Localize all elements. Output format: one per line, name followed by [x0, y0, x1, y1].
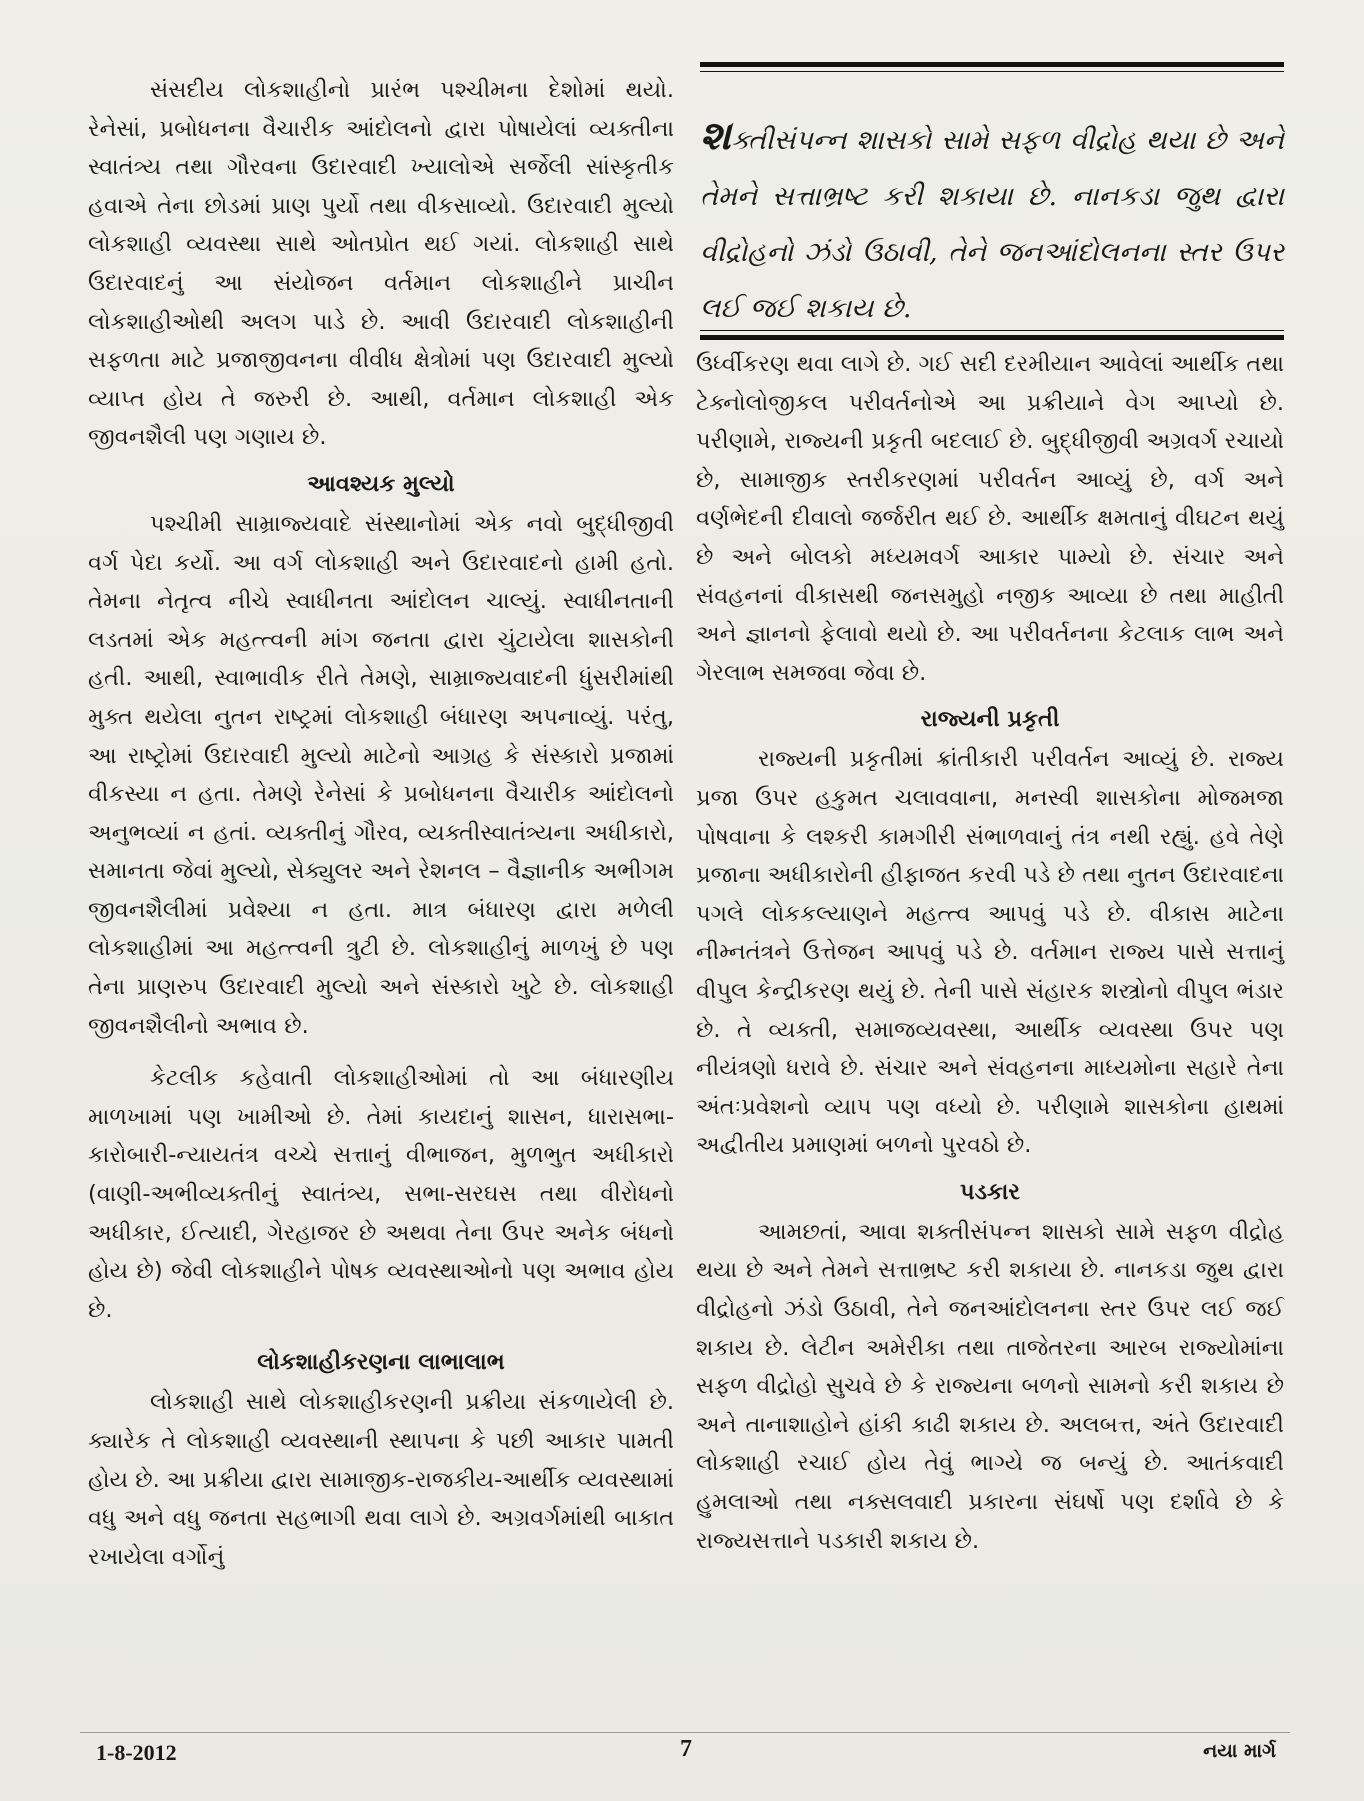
section-heading: આવશ્યક મુલ્યો — [307, 470, 455, 497]
publication-name: નયા માર્ગ — [1203, 1740, 1276, 1762]
section-heading: પડકાર — [960, 1178, 1020, 1205]
paragraph: પશ્ચીમી સામ્રાજ્યવાદે સંસ્થાનોમાં એક નવો બુદ્ધીજીવી વર્ગ પેદા કર્યો. આ વર્ગ લોકશાહી અને ઉદારવાદનો હામી હતો. તેમના નેતૃત્વ નીચે સ્વાધીનતા આંદોલન ચાલ્યું. સ્વાધીનતાની લડતમાં એક મહત્ત્વની માંગ જનતા દ્વારા ચુંટાયેલા શાસકોની હતી. આથી, સ્વાભાવીક રીતે તેમણે, સામ્રાજ્યવાદની ધુંસરીમાંથી મુક્ત થયેલા નુતન રાષ્ટ્રમાં લોકશાહી બંધારણ અપનાવ્યું. પરંતુ, આ રાષ્ટ્રોમાં ઉદારવાદી મુલ્યો માટેનો આગ્રહ કે સંસ્કારો પ્રજામાં વીકસ્યા ન હતા. તેમણે રેનેસાં કે પ્રબોધનના વૈચારીક આંદોલનો અનુભવ્યાં ન હતાં. વ્યક્તીનું ગૌરવ, વ્યક્તીસ્વાતંત્ર્યના અધીકારો, સમાનતા જેવાં મુલ્યો, સેક્યુલર અને રેશનલ – વૈજ્ઞાનીક અભીગમ જીવનશૈલીમાં પ્રવેશ્યા ન હતા. માત્ર બંધારણ દ્વારા મળેલી લોકશાહીમાં આ મહત્ત્વની ત્રુટી છે. લોકશાહીનું માળખું છે પણ તેના પ્રાણરુપ ઉદારવાદી મુલ્યો અને સંસ્કારો ખુટે છે. લોકશાહી જીવનશૈલીનો અભાવ છે. — [88, 510, 674, 1039]
pull-quote-text — [700, 108, 1284, 337]
footer-date: 1-8-2012 — [96, 1740, 177, 1765]
right-article-column — [696, 345, 1284, 1560]
paragraph: ઉર્ધ્વીકરણ થવા લાગે છે. ગઈ સદી દરમીયાન આવેલાં આર્થીક તથા ટેક્નોલોજીકલ પરીવર્તનોએ આ પ્રક્રીયાને વેગ આપ્યો છે. પરીણામે, રાજ્યની પ્રકૃતી બદલાઈ છે. બુદ્ધીજીવી અગ્રવર્ગ રચાયો છે, સામાજીક સ્તરીકરણમાં પરીવર્તન આવ્યું છે, વર્ગ અને વર્ણભેદની દીવાલો જર્જરીત થઈ છે. આર્થીક ક્ષમતાનું વીઘટન થયું છે અને બોલકો મધ્યમવર્ગ આકાર પામ્યો છે. સંચાર અને સંવહનનાં વીકાસથી જનસમુહો નજીક આવ્યા છે તથા માહીતી અને જ્ઞાનનો ફેલાવો થયો છે. આ પરીવર્તનના કેટલાક લાભ અને ગેરલાભ સમજવા જેવા છે. — [696, 351, 1284, 686]
section-heading: રાજ્યની પ્રકૃતી — [920, 706, 1060, 733]
paragraph: આમછતાં, આવા શક્તીસંપન્ન શાસકો સામે સફળ વીદ્રોહ થયા છે અને તેમને સત્તાભ્રષ્ટ કરી શકાયા છે. નાનકડા જુથ દ્વારા વીદ્રોહનો ઝંડો ઉઠાવી, તેને જનઆંદોલનના સ્તર ઉપર લઈ જઈ શકાય છે. લેટીન અમેરીકા તથા તાજેતરના આરબ રાજ્યોમાંના સફળ વીદ્રોહો સુચવે છે કે રાજ્યના બળનો સામનો કરી શકાય છે અને તાનાશાહોને હાંકી કાઢી શકાય છે. અલબત્ત, અંતે ઉદારવાદી લોકશાહી રચાઈ હોય તેવું ભાગ્યે જ બન્યું છે. આતંકવાદી હુમલાઓ તથા નક્સલવાદી પ્રકારના સંઘર્ષો પણ દર્શાવે છે કે રાજ્યસત્તાને પડકારી શકાય છે. — [696, 1218, 1284, 1554]
thick-rule — [700, 62, 1284, 67]
paragraph: કેટલીક કહેવાતી લોકશાહીઓમાં તો આ બંધારણીય માળખામાં પણ ખામીઓ છે. તેમાં કાયદાનું શાસન, ધારાસભા-કારોબારી-ન્યાયતંત્ર વચ્ચે સત્તાનું વીભાજન, મુળભુત અધીકારો (વાણી-અભીવ્યક્તીનું સ્વાતંત્ર્ય, સભા-સરઘસ તથા વીરોધનો અધીકાર, ઈત્યાદી, ગેરહાજર છે અથવા તેના ઉપર અનેક બંધનો હોય છે) જેવી લોકશાહીને પોષક વ્યવસ્થાઓનો પણ અભાવ હોય છે. — [88, 1065, 674, 1323]
left-article-column — [88, 71, 674, 1576]
thin-rule — [700, 71, 1284, 72]
thin-rule — [700, 330, 1284, 331]
section-heading: લોકશાહીકરણના લાભાલાભ — [257, 1349, 505, 1376]
drop-cap: શ — [700, 112, 731, 159]
thick-rule — [700, 335, 1284, 340]
page-footer — [96, 1736, 1276, 1776]
pull-quote-box — [700, 62, 1284, 344]
pull-quote-body: ક્તીસંપન્ન શાસકો સામે સફળ વીદ્રોહ થયા છે અને તેમને સત્તાભ્રષ્ટ કરી શકાયા છે. નાનકડા જુથ દ્વારા વીદ્રોહનો ઝંડો ઉઠાવી, તેને જનઆંદોલનના સ્તર ઉપર લઈ જઈ શકાય છે. — [700, 125, 1284, 324]
paragraph: સંસદીય લોકશાહીનો પ્રારંભ પશ્ચીમના દેશોમાં થયો. રેનેસાં, પ્રબોધનના વૈચારીક આંદોલનો દ્વારા પોષાયેલાં વ્યક્તીના સ્વાતંત્ર્ય તથા ગૌરવના ઉદારવાદી ખ્યાલોએ સર્જેલી સાંસ્કૃતીક હવાએ તેના છોડમાં પ્રાણ પુર્યો તથા વીકસાવ્યો. ઉદારવાદી મુલ્યો લોકશાહી વ્યવસ્થા સાથે ઓતપ્રોત થઈ ગયાં. લોકશાહી સાથે ઉદારવાદનું આ સંયોજન વર્તમાન લોકશાહીને પ્રાચીન લોકશાહીઓથી અલગ પાડે છે. આવી ઉદારવાદી લોકશાહીની સફળતા માટે પ્રજાજીવનના વીવીધ ક્ષેત્રોમાં પણ ઉદારવાદી મુલ્યો વ્યાપ્ત હોય તે જરુરી છે. આથી, વર્તમાન લોકશાહી એક જીવનશૈલી પણ ગણાય છે. — [88, 77, 674, 451]
page-number: 7 — [680, 1736, 692, 1762]
paragraph: લોકશાહી સાથે લોકશાહીકરણની પ્રક્રીયા સંકળાયેલી છે. ક્યારેક તે લોકશાહી વ્યવસ્થાની સ્થાપના કે પછી આકાર પામતી હોય છે. આ પ્રક્રીયા દ્વારા સામાજીક-રાજકીય-આર્થીક વ્યવસ્થામાં વધુ અને વધુ જનતા સહભાગી થવા લાગે છે. અગ્રવર્ગમાંથી બાકાત રખાયેલા વર્ગોનું — [88, 1389, 674, 1570]
paragraph: રાજ્યની પ્રકૃતીમાં ક્રાંતીકારી પરીવર્તન આવ્યું છે. રાજ્ય પ્રજા ઉપર હકુમત ચલાવવાના, મનસ્વી શાસકોના મોજમજા પોષવાના કે લશ્કરી કામગીરી સંભાળવાનું તંત્ર નથી રહ્યું. હવે તેણે પ્રજાના અધીકારોની હીફાજત કરવી પડે છે તથા નુતન ઉદારવાદના પગલે લોકકલ્યાણને મહત્ત્વ આપવું પડે છે. વીકાસ માટેના નીમ્નતંત્રને ઉત્તેજન આપવું પડે છે. વર્તમાન રાજ્ય પાસે સત્તાનું વીપુલ કેન્દ્રીકરણ થયું છે. તેની પાસે સંહારક શસ્ત્રોનો વીપુલ ભંડાર છે. તે વ્યક્તી, સમાજવ્યવસ્થા, આર્થીક વ્યવસ્થા ઉપર પણ નીયંત્રણો ધરાવે છે. સંચાર અને સંવહનના માધ્યમોના સહારે તેના અંતઃપ્રવેશનો વ્યાપ પણ વધ્યો છે. પરીણામે શાસકોના હાથમાં અદ્વીતીય પ્રમાણમાં બળનો પુરવઠો છે. — [696, 746, 1284, 1159]
footer-divider — [80, 1732, 1290, 1733]
